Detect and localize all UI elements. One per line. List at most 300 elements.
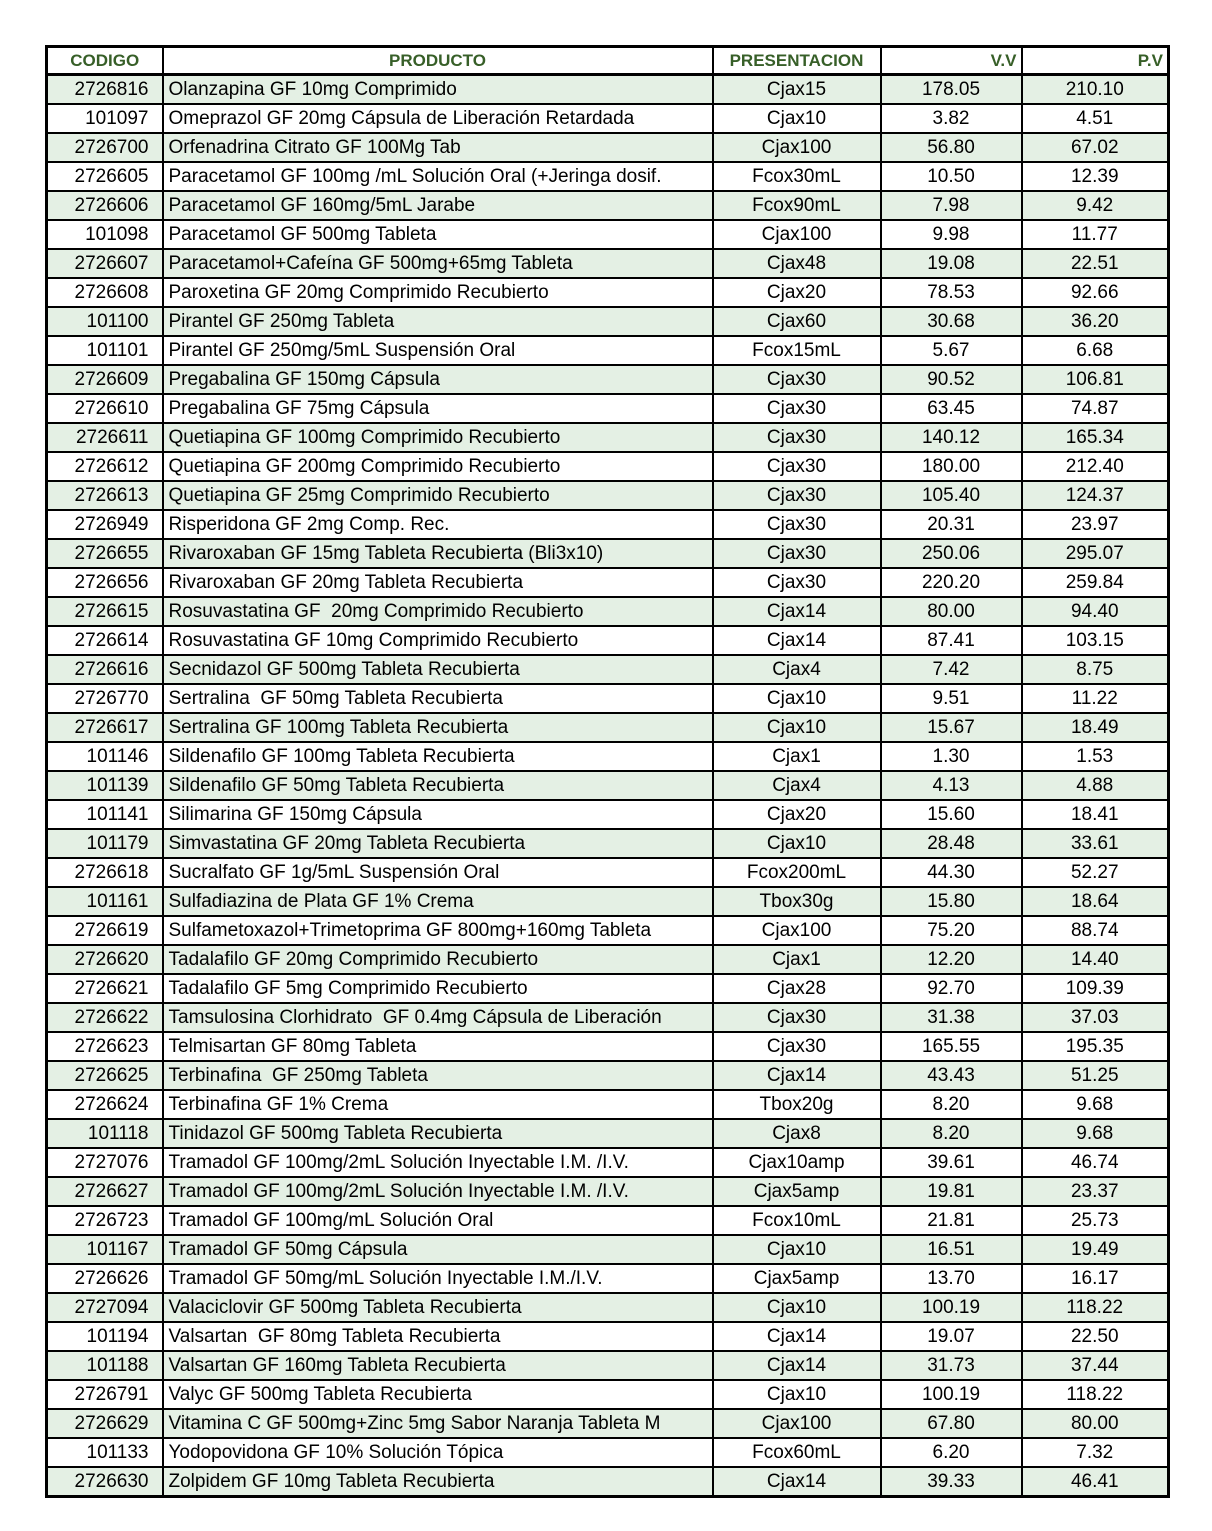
cell-producto: Sildenafilo GF 50mg Tableta Recubierta: [163, 771, 713, 800]
cell-producto: Quetiapina GF 200mg Comprimido Recubierto: [163, 452, 713, 481]
cell-producto: Valsartan GF 80mg Tableta Recubierta: [163, 1322, 713, 1351]
cell-presentacion: Tbox20g: [713, 1090, 881, 1119]
cell-pv: 25.73: [1022, 1206, 1169, 1235]
table-row: [47, 1438, 1169, 1467]
cell-codigo: 101100: [47, 307, 163, 336]
cell-producto: Valsartan GF 160mg Tableta Recubierta: [163, 1351, 713, 1380]
cell-presentacion: Cjax8: [713, 1119, 881, 1148]
cell-presentacion: Cjax1: [713, 742, 881, 771]
cell-pv: 52.27: [1022, 858, 1169, 887]
cell-pv: 7.32: [1022, 1438, 1169, 1467]
cell-codigo: 2726622: [47, 1003, 163, 1032]
cell-pv: 23.37: [1022, 1177, 1169, 1206]
cell-presentacion: Cjax30: [713, 539, 881, 568]
cell-presentacion: Cjax10amp: [713, 1148, 881, 1177]
table-row: [47, 394, 1169, 423]
table-row: [47, 220, 1169, 249]
cell-codigo: 2726620: [47, 945, 163, 974]
cell-codigo: 2726770: [47, 684, 163, 713]
cell-pv: 4.88: [1022, 771, 1169, 800]
cell-vv: 15.67: [881, 713, 1022, 742]
table-row: [47, 75, 1169, 105]
cell-codigo: 101097: [47, 104, 163, 133]
cell-producto: Rivaroxaban GF 15mg Tableta Recubierta (Bli3x10): [163, 539, 713, 568]
cell-presentacion: Cjax28: [713, 974, 881, 1003]
cell-vv: 19.81: [881, 1177, 1022, 1206]
table-row: [47, 1148, 1169, 1177]
cell-producto: Pregabalina GF 75mg Cápsula: [163, 394, 713, 423]
cell-vv: 8.20: [881, 1119, 1022, 1148]
cell-codigo: 101167: [47, 1235, 163, 1264]
cell-pv: 9.68: [1022, 1119, 1169, 1148]
cell-pv: 4.51: [1022, 104, 1169, 133]
cell-producto: Olanzapina GF 10mg Comprimido: [163, 75, 713, 105]
cell-pv: 18.64: [1022, 887, 1169, 916]
table-row: [47, 307, 1169, 336]
table-row: [47, 713, 1169, 742]
cell-pv: 8.75: [1022, 655, 1169, 684]
header-pv: P.V: [1022, 47, 1169, 75]
table-row: [47, 1293, 1169, 1322]
cell-codigo: 101098: [47, 220, 163, 249]
cell-presentacion: Cjax30: [713, 423, 881, 452]
cell-producto: Sulfametoxazol+Trimetoprima GF 800mg+160mg Tableta: [163, 916, 713, 945]
cell-producto: Silimarina GF 150mg Cápsula: [163, 800, 713, 829]
cell-codigo: 101101: [47, 336, 163, 365]
cell-pv: 9.68: [1022, 1090, 1169, 1119]
cell-codigo: 2726723: [47, 1206, 163, 1235]
cell-producto: Pregabalina GF 150mg Cápsula: [163, 365, 713, 394]
cell-codigo: 2726623: [47, 1032, 163, 1061]
cell-producto: Paracetamol GF 500mg Tableta: [163, 220, 713, 249]
table-row: [47, 1264, 1169, 1293]
cell-codigo: 2726630: [47, 1467, 163, 1497]
table-row: [47, 133, 1169, 162]
cell-codigo: 2726655: [47, 539, 163, 568]
cell-presentacion: Cjax14: [713, 1351, 881, 1380]
cell-codigo: 2726611: [47, 423, 163, 452]
cell-pv: 46.41: [1022, 1467, 1169, 1497]
cell-presentacion: Fcox90mL: [713, 191, 881, 220]
cell-pv: 195.35: [1022, 1032, 1169, 1061]
cell-codigo: 101141: [47, 800, 163, 829]
table-row: [47, 365, 1169, 394]
cell-codigo: 2727076: [47, 1148, 163, 1177]
cell-vv: 100.19: [881, 1293, 1022, 1322]
cell-vv: 165.55: [881, 1032, 1022, 1061]
cell-vv: 9.51: [881, 684, 1022, 713]
header-row: [47, 47, 1169, 75]
cell-codigo: 2726615: [47, 597, 163, 626]
cell-presentacion: Cjax100: [713, 133, 881, 162]
cell-codigo: 101133: [47, 1438, 163, 1467]
cell-producto: Terbinafina GF 250mg Tableta: [163, 1061, 713, 1090]
table-row: [47, 1322, 1169, 1351]
table-row: [47, 597, 1169, 626]
cell-producto: Zolpidem GF 10mg Tableta Recubierta: [163, 1467, 713, 1497]
cell-pv: 88.74: [1022, 916, 1169, 945]
cell-vv: 56.80: [881, 133, 1022, 162]
cell-pv: 23.97: [1022, 510, 1169, 539]
cell-producto: Valyc GF 500mg Tableta Recubierta: [163, 1380, 713, 1409]
cell-producto: Sertralina GF 50mg Tableta Recubierta: [163, 684, 713, 713]
cell-producto: Paroxetina GF 20mg Comprimido Recubierto: [163, 278, 713, 307]
cell-vv: 12.20: [881, 945, 1022, 974]
cell-codigo: 101118: [47, 1119, 163, 1148]
cell-presentacion: Cjax30: [713, 1032, 881, 1061]
cell-pv: 33.61: [1022, 829, 1169, 858]
cell-presentacion: Cjax14: [713, 1061, 881, 1090]
cell-vv: 250.06: [881, 539, 1022, 568]
cell-pv: 67.02: [1022, 133, 1169, 162]
cell-pv: 11.22: [1022, 684, 1169, 713]
cell-vv: 1.30: [881, 742, 1022, 771]
table-row: [47, 481, 1169, 510]
table-row: [47, 858, 1169, 887]
cell-codigo: 2726621: [47, 974, 163, 1003]
cell-pv: 165.34: [1022, 423, 1169, 452]
cell-pv: 124.37: [1022, 481, 1169, 510]
cell-pv: 74.87: [1022, 394, 1169, 423]
cell-presentacion: Cjax10: [713, 829, 881, 858]
table-body: [47, 75, 1169, 1497]
cell-pv: 36.20: [1022, 307, 1169, 336]
cell-pv: 94.40: [1022, 597, 1169, 626]
table-row: [47, 1409, 1169, 1438]
table-row: [47, 423, 1169, 452]
table-row: [47, 1119, 1169, 1148]
cell-producto: Tramadol GF 50mg/mL Solución Inyectable I.M./I.V.: [163, 1264, 713, 1293]
cell-presentacion: Tbox30g: [713, 887, 881, 916]
table-row: [47, 336, 1169, 365]
table-row: [47, 1177, 1169, 1206]
cell-pv: 37.03: [1022, 1003, 1169, 1032]
cell-vv: 39.33: [881, 1467, 1022, 1497]
cell-pv: 22.50: [1022, 1322, 1169, 1351]
cell-producto: Tramadol GF 100mg/mL Solución Oral: [163, 1206, 713, 1235]
cell-producto: Vitamina C GF 500mg+Zinc 5mg Sabor Naranja Tableta M: [163, 1409, 713, 1438]
cell-vv: 75.20: [881, 916, 1022, 945]
table-row: [47, 887, 1169, 916]
cell-producto: Tramadol GF 50mg Cápsula: [163, 1235, 713, 1264]
table-row: [47, 1235, 1169, 1264]
cell-vv: 31.73: [881, 1351, 1022, 1380]
cell-vv: 39.61: [881, 1148, 1022, 1177]
header-presentacion: PRESENTACION: [713, 47, 881, 75]
cell-codigo: 2726607: [47, 249, 163, 278]
cell-pv: 118.22: [1022, 1293, 1169, 1322]
cell-codigo: 2726816: [47, 75, 163, 105]
table-row: [47, 1061, 1169, 1090]
cell-vv: 31.38: [881, 1003, 1022, 1032]
cell-producto: Sertralina GF 100mg Tableta Recubierta: [163, 713, 713, 742]
cell-codigo: 2727094: [47, 1293, 163, 1322]
cell-pv: 19.49: [1022, 1235, 1169, 1264]
table-row: [47, 1090, 1169, 1119]
cell-vv: 180.00: [881, 452, 1022, 481]
cell-codigo: 101194: [47, 1322, 163, 1351]
cell-producto: Risperidona GF 2mg Comp. Rec.: [163, 510, 713, 539]
cell-vv: 19.08: [881, 249, 1022, 278]
cell-producto: Sucralfato GF 1g/5mL Suspensión Oral: [163, 858, 713, 887]
cell-presentacion: Cjax4: [713, 655, 881, 684]
cell-codigo: 2726791: [47, 1380, 163, 1409]
cell-vv: 220.20: [881, 568, 1022, 597]
cell-vv: 90.52: [881, 365, 1022, 394]
cell-pv: 16.17: [1022, 1264, 1169, 1293]
cell-presentacion: Fcox10mL: [713, 1206, 881, 1235]
cell-vv: 20.31: [881, 510, 1022, 539]
table-row: [47, 916, 1169, 945]
cell-producto: Paracetamol GF 100mg /mL Solución Oral (+Jeringa dosif.: [163, 162, 713, 191]
cell-vv: 8.20: [881, 1090, 1022, 1119]
cell-producto: Pirantel GF 250mg/5mL Suspensión Oral: [163, 336, 713, 365]
cell-producto: Rosuvastatina GF 20mg Comprimido Recubierto: [163, 597, 713, 626]
cell-producto: Secnidazol GF 500mg Tableta Recubierta: [163, 655, 713, 684]
table-row: [47, 1003, 1169, 1032]
cell-producto: Terbinafina GF 1% Crema: [163, 1090, 713, 1119]
cell-producto: Omeprazol GF 20mg Cápsula de Liberación Retardada: [163, 104, 713, 133]
cell-pv: 92.66: [1022, 278, 1169, 307]
cell-codigo: 2726624: [47, 1090, 163, 1119]
cell-vv: 87.41: [881, 626, 1022, 655]
cell-pv: 14.40: [1022, 945, 1169, 974]
cell-presentacion: Cjax10: [713, 684, 881, 713]
cell-vv: 105.40: [881, 481, 1022, 510]
cell-presentacion: Cjax30: [713, 452, 881, 481]
cell-presentacion: Cjax30: [713, 568, 881, 597]
cell-vv: 21.81: [881, 1206, 1022, 1235]
cell-producto: Tadalafilo GF 5mg Comprimido Recubierto: [163, 974, 713, 1003]
cell-presentacion: Cjax30: [713, 365, 881, 394]
cell-codigo: 2726656: [47, 568, 163, 597]
cell-presentacion: Cjax4: [713, 771, 881, 800]
cell-codigo: 2726618: [47, 858, 163, 887]
cell-vv: 92.70: [881, 974, 1022, 1003]
cell-producto: Orfenadrina Citrato GF 100Mg Tab: [163, 133, 713, 162]
cell-presentacion: Cjax10: [713, 1380, 881, 1409]
cell-presentacion: Cjax14: [713, 1322, 881, 1351]
cell-vv: 16.51: [881, 1235, 1022, 1264]
cell-vv: 80.00: [881, 597, 1022, 626]
cell-vv: 178.05: [881, 75, 1022, 105]
cell-pv: 11.77: [1022, 220, 1169, 249]
cell-producto: Sildenafilo GF 100mg Tableta Recubierta: [163, 742, 713, 771]
cell-producto: Valaciclovir GF 500mg Tableta Recubierta: [163, 1293, 713, 1322]
cell-producto: Yodopovidona GF 10% Solución Tópica: [163, 1438, 713, 1467]
cell-codigo: 2726700: [47, 133, 163, 162]
cell-pv: 106.81: [1022, 365, 1169, 394]
cell-vv: 63.45: [881, 394, 1022, 423]
cell-presentacion: Cjax10: [713, 1293, 881, 1322]
cell-presentacion: Cjax48: [713, 249, 881, 278]
cell-vv: 28.48: [881, 829, 1022, 858]
cell-producto: Paracetamol+Cafeína GF 500mg+65mg Tableta: [163, 249, 713, 278]
cell-codigo: 2726949: [47, 510, 163, 539]
cell-presentacion: Cjax30: [713, 510, 881, 539]
table-row: [47, 829, 1169, 858]
cell-pv: 1.53: [1022, 742, 1169, 771]
table-row: [47, 452, 1169, 481]
cell-vv: 13.70: [881, 1264, 1022, 1293]
table-row: [47, 249, 1169, 278]
cell-presentacion: Cjax20: [713, 278, 881, 307]
cell-codigo: 2726606: [47, 191, 163, 220]
table-row: [47, 945, 1169, 974]
cell-vv: 43.43: [881, 1061, 1022, 1090]
cell-codigo: 2726608: [47, 278, 163, 307]
cell-vv: 67.80: [881, 1409, 1022, 1438]
table-row: [47, 104, 1169, 133]
cell-presentacion: Fcox60mL: [713, 1438, 881, 1467]
cell-codigo: 2726629: [47, 1409, 163, 1438]
cell-codigo: 2726609: [47, 365, 163, 394]
cell-codigo: 101161: [47, 887, 163, 916]
table-row: [47, 278, 1169, 307]
cell-codigo: 2726605: [47, 162, 163, 191]
table-row: [47, 1467, 1169, 1497]
cell-codigo: 101188: [47, 1351, 163, 1380]
cell-pv: 212.40: [1022, 452, 1169, 481]
cell-pv: 295.07: [1022, 539, 1169, 568]
table-row: [47, 1032, 1169, 1061]
cell-vv: 4.13: [881, 771, 1022, 800]
table-row: [47, 539, 1169, 568]
cell-presentacion: Cjax30: [713, 394, 881, 423]
table-row: [47, 974, 1169, 1003]
cell-presentacion: Cjax5amp: [713, 1177, 881, 1206]
cell-pv: 80.00: [1022, 1409, 1169, 1438]
header-producto: PRODUCTO: [163, 47, 713, 75]
cell-codigo: 101146: [47, 742, 163, 771]
cell-presentacion: Cjax14: [713, 1467, 881, 1497]
cell-presentacion: Fcox200mL: [713, 858, 881, 887]
cell-codigo: 2726625: [47, 1061, 163, 1090]
cell-vv: 100.19: [881, 1380, 1022, 1409]
table-row: [47, 626, 1169, 655]
cell-presentacion: Cjax10: [713, 104, 881, 133]
table-row: [47, 742, 1169, 771]
cell-pv: 259.84: [1022, 568, 1169, 597]
cell-pv: 109.39: [1022, 974, 1169, 1003]
cell-presentacion: Cjax10: [713, 1235, 881, 1264]
cell-presentacion: Cjax60: [713, 307, 881, 336]
cell-codigo: 101139: [47, 771, 163, 800]
table-row: [47, 510, 1169, 539]
cell-codigo: 2726613: [47, 481, 163, 510]
cell-presentacion: Cjax15: [713, 75, 881, 105]
cell-presentacion: Fcox30mL: [713, 162, 881, 191]
cell-producto: Sulfadiazina de Plata GF 1% Crema: [163, 887, 713, 916]
cell-pv: 103.15: [1022, 626, 1169, 655]
header-vv: V.V: [881, 47, 1022, 75]
cell-producto: Rosuvastatina GF 10mg Comprimido Recubierto: [163, 626, 713, 655]
cell-presentacion: Cjax14: [713, 626, 881, 655]
cell-pv: 18.49: [1022, 713, 1169, 742]
cell-vv: 78.53: [881, 278, 1022, 307]
table-row: [47, 162, 1169, 191]
table-row: [47, 191, 1169, 220]
cell-presentacion: Cjax10: [713, 713, 881, 742]
cell-vv: 19.07: [881, 1322, 1022, 1351]
cell-producto: Tramadol GF 100mg/2mL Solución Inyectable I.M. /I.V.: [163, 1148, 713, 1177]
cell-producto: Tramadol GF 100mg/2mL Solución Inyectable I.M. /I.V.: [163, 1177, 713, 1206]
cell-presentacion: Cjax30: [713, 481, 881, 510]
cell-presentacion: Cjax20: [713, 800, 881, 829]
cell-vv: 44.30: [881, 858, 1022, 887]
cell-codigo: 2726610: [47, 394, 163, 423]
table-row: [47, 1380, 1169, 1409]
cell-vv: 140.12: [881, 423, 1022, 452]
cell-codigo: 2726612: [47, 452, 163, 481]
cell-producto: Quetiapina GF 100mg Comprimido Recubierto: [163, 423, 713, 452]
cell-vv: 15.80: [881, 887, 1022, 916]
cell-codigo: 2726616: [47, 655, 163, 684]
table-header: [47, 47, 1169, 75]
cell-presentacion: Cjax5amp: [713, 1264, 881, 1293]
cell-codigo: 2726627: [47, 1177, 163, 1206]
header-codigo: CODIGO: [47, 47, 163, 75]
cell-pv: 51.25: [1022, 1061, 1169, 1090]
cell-producto: Tinidazol GF 500mg Tableta Recubierta: [163, 1119, 713, 1148]
cell-pv: 118.22: [1022, 1380, 1169, 1409]
cell-producto: Pirantel GF 250mg Tableta: [163, 307, 713, 336]
cell-vv: 9.98: [881, 220, 1022, 249]
cell-pv: 46.74: [1022, 1148, 1169, 1177]
price-table: [45, 45, 1170, 1498]
cell-producto: Tamsulosina Clorhidrato GF 0.4mg Cápsula de Liberación: [163, 1003, 713, 1032]
table-row: [47, 655, 1169, 684]
cell-presentacion: Cjax100: [713, 916, 881, 945]
table-row: [47, 1351, 1169, 1380]
cell-presentacion: Fcox15mL: [713, 336, 881, 365]
table-row: [47, 1206, 1169, 1235]
cell-vv: 15.60: [881, 800, 1022, 829]
cell-pv: 9.42: [1022, 191, 1169, 220]
cell-pv: 18.41: [1022, 800, 1169, 829]
cell-producto: Rivaroxaban GF 20mg Tableta Recubierta: [163, 568, 713, 597]
cell-producto: Telmisartan GF 80mg Tableta: [163, 1032, 713, 1061]
cell-producto: Paracetamol GF 160mg/5mL Jarabe: [163, 191, 713, 220]
cell-codigo: 101179: [47, 829, 163, 858]
cell-pv: 12.39: [1022, 162, 1169, 191]
cell-presentacion: Cjax100: [713, 1409, 881, 1438]
cell-codigo: 2726614: [47, 626, 163, 655]
cell-presentacion: Cjax100: [713, 220, 881, 249]
cell-vv: 6.20: [881, 1438, 1022, 1467]
cell-pv: 210.10: [1022, 75, 1169, 105]
cell-pv: 37.44: [1022, 1351, 1169, 1380]
cell-presentacion: Cjax30: [713, 1003, 881, 1032]
cell-producto: Tadalafilo GF 20mg Comprimido Recubierto: [163, 945, 713, 974]
table-row: [47, 568, 1169, 597]
cell-vv: 5.67: [881, 336, 1022, 365]
cell-codigo: 2726619: [47, 916, 163, 945]
cell-pv: 22.51: [1022, 249, 1169, 278]
cell-vv: 30.68: [881, 307, 1022, 336]
cell-vv: 10.50: [881, 162, 1022, 191]
table-row: [47, 684, 1169, 713]
cell-vv: 7.42: [881, 655, 1022, 684]
cell-pv: 6.68: [1022, 336, 1169, 365]
cell-vv: 3.82: [881, 104, 1022, 133]
cell-presentacion: Cjax1: [713, 945, 881, 974]
cell-producto: Quetiapina GF 25mg Comprimido Recubierto: [163, 481, 713, 510]
cell-presentacion: Cjax14: [713, 597, 881, 626]
cell-producto: Simvastatina GF 20mg Tableta Recubierta: [163, 829, 713, 858]
cell-codigo: 2726626: [47, 1264, 163, 1293]
cell-vv: 7.98: [881, 191, 1022, 220]
